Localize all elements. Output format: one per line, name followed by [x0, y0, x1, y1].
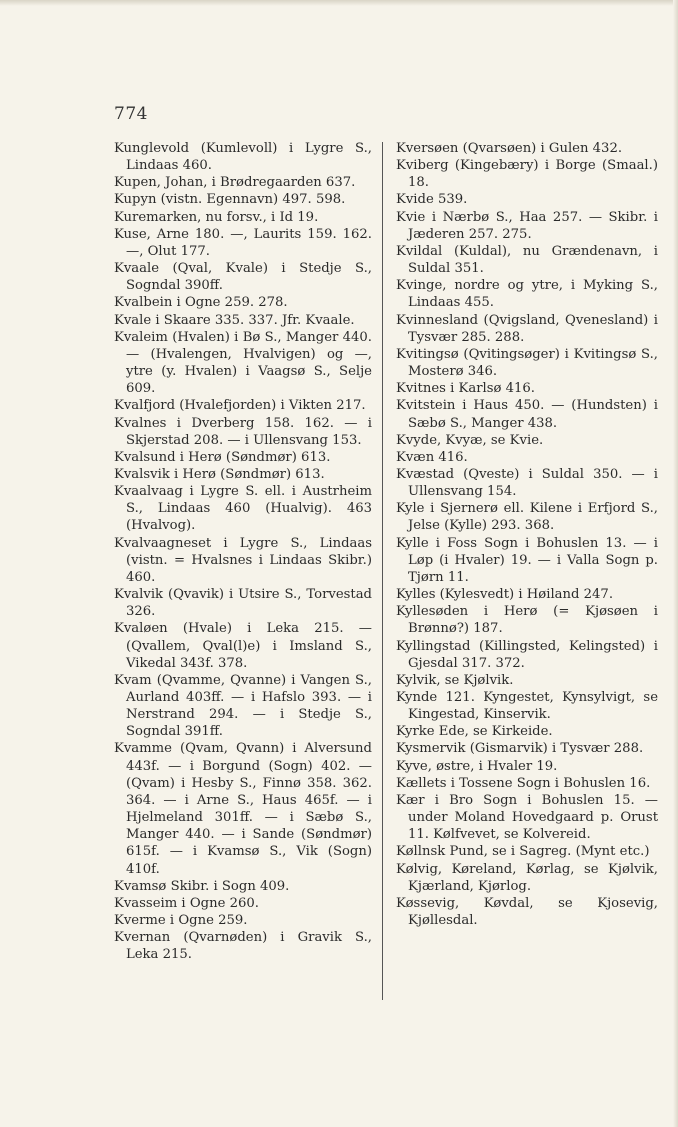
- index-entry: Kvitingsø (Qvitingsøger) i Kvitingsø S., Mosterø 346.: [396, 346, 658, 380]
- page-edge-right: [673, 0, 678, 1127]
- index-entry: Kyve, østre, i Hvaler 19.: [396, 758, 558, 774]
- index-entry: Kvernan (Qvarnøden) i Gravik S., Leka 215.: [114, 930, 372, 963]
- index-entry: Kvasseim i Ogne 260.: [114, 895, 259, 911]
- index-entry: Køssevig, Køvdal, se Kjosevig, Kjøllesdal.: [396, 895, 658, 929]
- index-entry: Kvaløen (Hvale) i Leka 215. — (Qvallem, Qval(l)e) i Imsland S., Vikedal 343f. 378.: [114, 621, 372, 671]
- index-entry: Kupyn (vistn. Egennavn) 497. 598.: [114, 192, 346, 208]
- index-entry: Kuse, Arne 180. —, Laurits 159. 162. —, Olut 177.: [114, 226, 372, 259]
- index-entry: Kvaleim (Hvalen) i Bø S., Manger 440. — (Hvalengen, Hvalvigen) og —, ytre (y. Hvalen) i Vaagsø S., Selje 609.: [114, 329, 372, 397]
- index-entry: Kylles (Kylesvedt) i Høiland 247.: [396, 587, 614, 603]
- index-entry: Kvamsø Skibr. i Sogn 409.: [114, 878, 290, 894]
- index-entry: Kupen, Johan, i Brødregaarden 637.: [114, 175, 356, 191]
- index-entry: Kvalsvik i Herø (Søndmør) 613.: [114, 466, 325, 482]
- index-entry: Kviberg (Kingebæry) i Borge (Smaal.) 18.: [396, 158, 658, 191]
- index-entry: Kvide 539.: [396, 192, 468, 208]
- index-entry: Kvalfjord (Hvalefjorden) i Vikten 217.: [114, 398, 366, 414]
- index-entry: Kyle i Sjernerø ell. Kilene i Erfjord S., Jelse (Kylle) 293. 368.: [396, 501, 658, 534]
- column-divider: [382, 142, 383, 1000]
- index-entry: Kylvik, se Kjølvik.: [396, 672, 514, 688]
- index-column-right: [396, 140, 658, 929]
- index-entry: Kvyde, Kvyæ, se Kvie.: [396, 432, 544, 448]
- index-entry: Kvamme (Qvam, Qvann) i Alversund 443f. — i Borgund (Sogn) 402. — (Qvam) i Hesby S., Finnø 358. 362. 364. — i Arne S., Haus 465f. — i Hjelmeland 301ff. — i Sæbø S., Manger 440. — i Sande (Søndmør) 615f. — i Kvamsø S., Vik (Sogn) 410f.: [114, 741, 372, 877]
- index-entry: Kvaale (Qval, Kvale) i Stedje S., Sogndal 390ff.: [114, 261, 372, 294]
- index-entry: Kverme i Ogne 259.: [114, 913, 248, 929]
- page-number: 774: [114, 104, 148, 124]
- index-entry: Kvitnes i Karlsø 416.: [396, 381, 535, 397]
- index-entry: Kvalnes i Dverberg 158. 162. — i Skjerstad 208. — i Ullensvang 153.: [114, 415, 372, 448]
- index-entry: Kvie i Nærbø S., Haa 257. — Skibr. i Jæderen 257. 275.: [396, 209, 658, 242]
- index-entry: Kvaalvaag i Lygre S. ell. i Austrheim S., Lindaas 460 (Hualvig). 463 (Hvalvog).: [114, 484, 372, 534]
- index-entry: Kunglevold (Kumlevoll) i Lygre S., Lindaas 460.: [114, 141, 372, 174]
- index-entry: Kvildal (Kuldal), nu Grændenavn, i Suldal 351.: [396, 243, 658, 277]
- index-entry: Kyllingstad (Killingsted, Kelingsted) i Gjesdal 317. 372.: [396, 638, 658, 671]
- index-entry: Kversøen (Qvarsøen) i Gulen 432.: [396, 141, 623, 156]
- index-entry: Kvale i Skaare 335. 337. Jfr. Kvaale.: [114, 312, 355, 328]
- index-entry: Kvalsund i Herø (Søndmør) 613.: [114, 449, 331, 465]
- index-entry: Kvinge, nordre og ytre, i Myking S., Lindaas 455.: [396, 278, 658, 311]
- index-entry: Kvinnesland (Qvigsland, Qvenesland) i Tysvær 285. 288.: [396, 312, 658, 345]
- index-entry: Kvæstad (Qveste) i Suldal 350. — i Ullensvang 154.: [396, 466, 658, 500]
- index-entry: Kynde 121. Kyngestet, Kynsylvigt, se Kingestad, Kinservik.: [396, 690, 658, 723]
- index-entry: Kvitstein i Haus 450. — (Hundsten) i Sæbø S., Manger 438.: [396, 398, 658, 431]
- index-entry: Kølvig, Køreland, Kørlag, se Kjølvik, Kjærland, Kjørlog.: [396, 861, 658, 894]
- index-entry: Kællets i Tossene Sogn i Bohuslen 16.: [396, 775, 651, 791]
- index-entry: Kyrke Ede, se Kirkeide.: [396, 724, 553, 740]
- index-entry: Kuremarken, nu forsv., i Id 19.: [114, 209, 319, 225]
- index-entry: Kvæn 416.: [396, 449, 468, 465]
- index-entry: Kvalvik (Qvavik) i Utsire S., Torvestad 326.: [114, 587, 372, 620]
- index-entry: Kvam (Qvamme, Qvanne) i Vangen S., Aurland 403ff. — i Hafslo 393. — i Nerstrand 294. — i Stedje S., Sogndal 391ff.: [114, 672, 372, 740]
- index-entry: Køllnsk Pund, se i Sagreg. (Mynt etc.): [396, 844, 650, 860]
- index-entry: Kvalvaagneset i Lygre S., Lindaas (vistn. = Hvalsnes i Lindaas Skibr.) 460.: [114, 535, 372, 585]
- index-column-left: [114, 140, 372, 964]
- index-entry: Kær i Bro Sogn i Bohuslen 15. — under Moland Hovedgaard p. Orust 11. Kølfvevet, se Kolvereid.: [396, 792, 658, 843]
- page-edge-top: [0, 0, 678, 6]
- index-entry: Kysmervik (Gismarvik) i Tysvær 288.: [396, 741, 644, 757]
- index-entry: Kylle i Foss Sogn i Bohuslen 13. — i Løp (i Hvaler) 19. — i Valla Sogn p. Tjørn 11.: [396, 535, 658, 585]
- index-entry: Kyllesøden i Herø (= Kjøsøen i Brønnø?) 187.: [396, 604, 658, 637]
- index-entry: Kvalbein i Ogne 259. 278.: [114, 295, 288, 311]
